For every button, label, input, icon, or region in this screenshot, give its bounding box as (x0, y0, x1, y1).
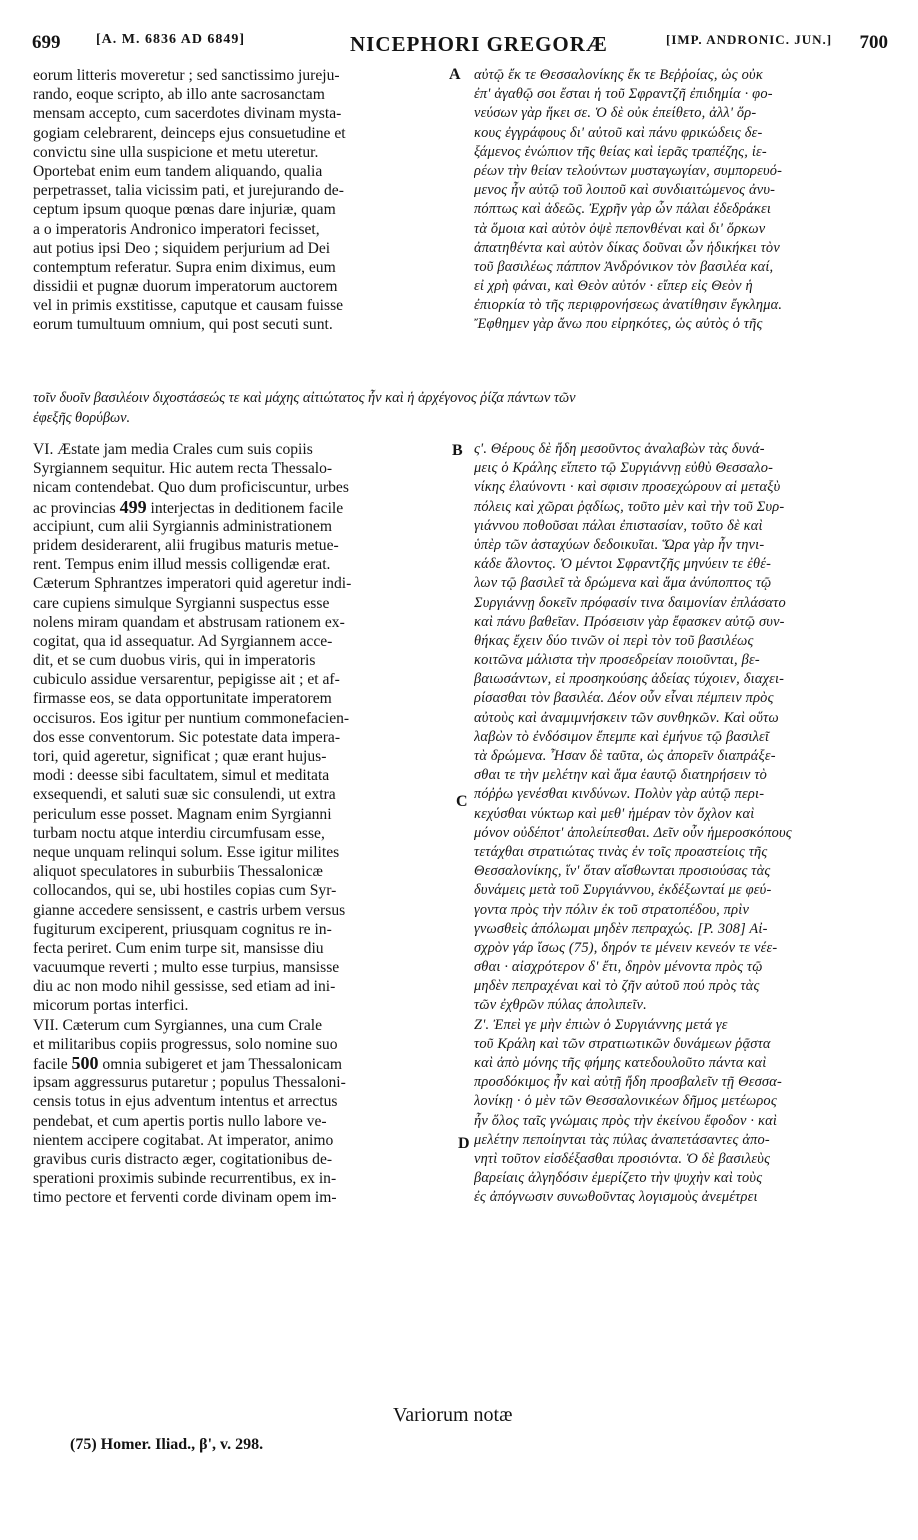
text-line: fecta periret. Cum enim turpe sit, mansisse diu (33, 939, 324, 957)
text-line: γοντα πρὸς τὴν πόλιν ἐκ τοῦ στρατοπέδου, πρὶν (474, 901, 750, 918)
text-line: τὰ δρώμενα. Ἦσαν δὲ ταῦτα, ὡς ἀπορεῖν διαπράξε- (474, 748, 776, 764)
text-line: Oportebat enim eum tandem aliquando, qualia (33, 162, 323, 180)
text-line: ρέων τὴν θείαν τελούντων μυσταγωγίαν, συμπορευό- (474, 162, 783, 179)
marginal-page-ref: 500 (71, 1054, 99, 1073)
text-line: rando, eoque scripto, ab illo ante sacrosanctam (33, 86, 325, 104)
text-line: eorum litteris moveretur ; sed sanctissimo jureju- (33, 67, 340, 84)
text-line: perpetrasset, talia vicissim pati, et jurejurando de- (33, 182, 344, 200)
text-line: τετάχθαι στρατιώτας τινὰς ἐν τοῖς προαστείοις τῆς (474, 843, 768, 860)
text-line: βαιωσάντων, εἰ προσηκούσης ἀδείας τύχοιεν, διαχει- (474, 671, 785, 688)
text-line: neque unquam relinqui solum. Esse igitur milites (33, 843, 340, 861)
text-line: ἦν ὅλος ταῖς γνώμαις πρὸς τὴν ἐκείνου ἔφοδον · καὶ (474, 1112, 778, 1129)
text-line: dissidii et pugnæ duorum imperatorum auctorem (33, 278, 338, 296)
text-line: firmasse eos, se data opportunitate imperatorem (33, 690, 332, 708)
text-line: tori, quid ageretur, significat ; quæ erant hujus- (33, 748, 327, 765)
text-line: τῶν ἐχθρῶν πύλας ἀπολιπεῖν. (474, 997, 647, 1014)
text-line: modi : deesse sibi facultatem, simul et meditata (33, 767, 330, 785)
running-title: NICEPHORI GREGORÆ (350, 32, 608, 56)
greek-column-top (474, 66, 884, 338)
text-line: μόνον οὐδέποτ' ἀπολείπεσθαι. Δεῖν οὖν ἡμεροσκόπους (474, 824, 792, 841)
text-line: νητὶ τοῦτον εἰσδέξασθαι προσιόντα. Ὁ δὲ βασιλεὺς (474, 1150, 771, 1167)
text-line: ac provincias 499 interjectas in deditionem facile (33, 497, 344, 517)
text-line: σχρὸν γάρ ἴσως (75), δηρόν τε μένειν κενεόν τε νέε- (474, 939, 778, 956)
text-line: periculum esse posset. Magnam enim Syrgianni (33, 805, 332, 823)
text-line: προσδόκιμος ἦν καὶ αὐτῇ ἤδη προσβαλεῖν τῇ Θεσσα- (474, 1074, 782, 1091)
text-line: convictu sine ulla suspicione et metu uteretur. (33, 143, 319, 161)
text-line: Ζ'. Ἐπεὶ γε μὴν ἐπιὼν ὁ Συργιάννης μετά γε (474, 1016, 728, 1033)
text-line: πόλεις καὶ χῶραι ῥᾳδίως, τοῦτο μὲν καὶ τὴν τοῦ Συρ- (474, 498, 785, 515)
text-line: σθαι τε τὴν μελέτην καὶ ἅμα ἑαυτῷ διατηρήσειν τὸ (474, 767, 768, 784)
text-line: ἐφεξῆς θορύβων. (33, 410, 131, 426)
text-line: αὐτοὺς καὶ ἀναμιμνήσκειν τῶν συνθηκῶν. Καὶ οὕτω (474, 709, 779, 726)
text-line: σθαι · αἰσχρότερον δ' ἔτι, δηρὸν μένοντα πρὸς τῷ (474, 959, 763, 976)
text-line: aut potius ipsi Deo ; siquidem perjurium ad Dei (33, 239, 331, 257)
text-line: θήκας ἔχειν δύο τινῶν οἱ περὶ τὸν τοῦ βασιλέως (474, 632, 754, 649)
text-line: aliquot speculatores in suburbiis Thessalonicæ (33, 863, 323, 881)
text-line: τοῖν δυοῖν βασιλέοιν διχοστάσεώς τε καὶ μάχης αἰτιώτατος ἦν καὶ ἡ ἀρχέγονος ῥίζα πάντων τῶν (33, 390, 576, 406)
text-line: μενος ἦν αὐτῷ τοῦ λοιποῦ καὶ συνδιαιτώμενος ἀνυ- (474, 182, 776, 199)
text-line: turbam noctu atque interdiu circumfusam esse, (33, 824, 325, 842)
text-line: gianne accedere sensissent, e castris urbem versus (33, 901, 346, 919)
text-line: fugiturum exciperent, priusquam cognitus re in- (33, 920, 332, 938)
text-line: occisuros. Eos igitur per nuntium commonefacien- (33, 709, 350, 727)
text-line: αὐτῷ ἔκ τε Θεσσαλονίκης ἔκ τε Βεῤῥοίας, ὡς οὐκ (474, 67, 763, 83)
text-line: λαβὼν τὸ ἐνδόσιμον ἔπεμπε καὶ ἐμήνυε τῷ βασιλεῖ (474, 728, 770, 745)
text-line: vel in primis exstitisse, caputque et causam fuisse (33, 297, 344, 315)
text-line: ἐπιορκία τὸ τῆς περιφρονήσεως ἀνατίθησιν ἔγκλημα. (474, 297, 783, 314)
text-line: τοῦ βασιλέως πάππον Ἀνδρόνικον τὸν βασιλέα καί, (474, 258, 774, 275)
text-line: ς'. Θέρους δὲ ἤδη μεσοῦντος ἀναλαβὼν τὰς δυνά- (474, 441, 765, 457)
footnote-75: (75) Homer. Iliad., β', v. 298. (70, 1436, 264, 1453)
text-line: exsequendi, et saluti suæ sic consulendi, ut extra (33, 786, 336, 804)
text-line: cubiculo assidue versarentur, pepigisse ait ; et af- (33, 671, 340, 689)
text-line: nientem accipere cogitabat. At imperator, animo (33, 1131, 334, 1149)
text-line: πόῤῥω γενέσθαι κινδύνων. Πολὺν γὰρ αὐτῷ περι- (474, 786, 765, 803)
text-line: γνωσθεὶς ἀπόλωμαι μηδὲν πεπραχώς. [P. 308] Αἰ- (474, 920, 768, 937)
text-line: εἰ χρὴ φάναι, καὶ Θεὸν αὐτόν · εἴπερ εἰς Θεὸν ἡ (474, 278, 753, 295)
text-line: cogitat, qua id assequatur. Ad Syrgiannem acce- (33, 632, 333, 650)
text-line: censis totus in ejus adventum intentus et arrectus (33, 1093, 338, 1111)
text-line: mensam accepto, cum sacerdotes divinam mysta- (33, 105, 342, 123)
running-header (32, 32, 888, 60)
text-line: pendebat, et cum apertis portis nullo labore ve- (33, 1112, 327, 1130)
text-line: Syrgiannem sequitur. Hic autem recta Thessalo- (33, 460, 333, 478)
text-line: vacuumque reverti ; multo esse turpius, mansisse (33, 959, 340, 977)
text-line: care cupiens simulque Syrgianni suspectus esse (33, 594, 330, 612)
text-line: dos esse conventorum. Sic potestate data impera- (33, 728, 341, 746)
text-line: λων τῷ βασιλεῖ τὰ δρώμενα καὶ ἅμα ἀνύποπτος τῷ (474, 575, 772, 592)
text-line: Θεσσαλονίκης, ἵν' ὅταν αἴσθωνται προσιούσας τὰς (474, 863, 771, 880)
text-line: μηδὲν πεπραχέναι καὶ τὸ ζῆν αὐτοῦ πού πρὸς τὰς (474, 978, 760, 995)
text-line: eorum tumultuum omnium, qui post secuti sunt. (33, 316, 333, 334)
text-line: micorum portas interfici. (33, 997, 189, 1015)
text-line: gravibus curis distracto æger, cogitationibus de- (33, 1150, 333, 1168)
text-line: a o imperatoris Andronico imperatori fecisset, (33, 220, 320, 238)
latin-column-main (33, 440, 458, 1215)
text-line: λονίκῃ · ὁ μὲν τῶν Θεσσαλονικέων δῆμος μετέωρος (474, 1093, 777, 1110)
page-number-left: 699 (32, 32, 61, 53)
text-line: κεχύσθαι νύκτωρ καὶ μεθ' ἡμέραν τὸν ὄχλον καὶ (474, 805, 755, 822)
text-line: τὰ ὅμοια καὶ αὐτὸν ὀψὲ πεπονθέναι καὶ δι' ὅρκων (474, 220, 766, 237)
text-line: sperationi proximis subinde recurrentibus, ex in- (33, 1170, 337, 1188)
text-line: ὑπὲρ τῶν ἀσταχύων δεδοικυῖαι. Ὥρα γὰρ ἦν τηνι- (474, 536, 765, 553)
text-line: κους ἐγγράφους δι' αὐτοῦ καὶ πάνυ φρικώδεις δε- (474, 124, 763, 141)
text-line: rent. Tempus enim illud messis colligendæ erat. (33, 556, 331, 574)
reign-note-right: [IMP. ANDRONIC. JUN.] (666, 32, 833, 47)
text-line: ἐπ' ἀγαθῷ σοι ἔσται ἡ τοῦ Σφραντζῆ ἐπιδημία · φο- (474, 86, 773, 103)
text-line: collocandos, qui se, ubi hostiles copias cum Syr- (33, 882, 337, 900)
margin-letter-d: D (458, 1135, 470, 1152)
year-range-left: [A. M. 6836 AD 6849] (96, 32, 246, 47)
text-line: καὶ ἀπὸ μόνης τῆς φήμης κατεδουλοῦτο πάντα καὶ (474, 1055, 767, 1071)
text-line: gogiam celebrarent, deinceps ejus consuetudine et (33, 124, 346, 142)
text-line: νίκης ἐλαύνοντι · καὶ σφισιν προσεχώρουν αἱ μεταξὺ (474, 479, 781, 496)
text-line: ἀπατηθέντα καὶ αὐτὸν δίκας δοῦναι ὧν ἠδικήκει τὸν (474, 239, 780, 256)
text-line: μεις ὁ Κράλης εἵπετο τῷ Συργιάννῃ εὐθὺ Θεσσαλο- (474, 460, 774, 477)
text-line: Συργιάννῃ δοκεῖν πρόφασίν τινα δαιμονίαν ἐπλάσατο (474, 594, 786, 611)
text-line: τοῦ Κράλη καὶ τῶν στρατιωτικῶν δυνάμεων ῥᾷστα (474, 1035, 771, 1052)
text-line: dit, et se cum duobus viris, qui in imperatoris (33, 652, 316, 670)
text-line: βαρείαις ἀλγηδόσιν ἐμερίζετο τὴν ψυχὴν καὶ τοὺς (474, 1170, 763, 1187)
text-line: diu ac non modo nihil gessisse, sed etiam ad ini- (33, 978, 336, 996)
text-line: timo pectore et ferventi corde divinam opem im- (33, 1189, 337, 1207)
text-line: nicam contendebat. Quo dum proficiscuntur, urbes (33, 479, 349, 497)
text-line: πόπτως καὶ ἀδεῶς. Ἐχρῆν γὰρ ὧν πάλαι ἐδεδράκει (474, 201, 772, 218)
margin-letter-b: B (452, 442, 463, 459)
text-line: γιάννου ποθοῦσαι πάλαι ἐπιστασίαν, τοῦτο δὲ καὶ (474, 517, 763, 534)
text-line: accipiunt, cum alii Syrgiannis administrationem (33, 517, 332, 535)
text-line: ξάμενος ἐνώπιον τῆς θείας καὶ ἱερᾶς τραπέζης, ἱε- (474, 143, 767, 160)
marginal-page-ref: 499 (119, 497, 147, 517)
text-line: ρίσασθαι τὸν βασιλέα. Δέον οὖν εἶναι πέμπειν πρὸς (474, 690, 774, 707)
text-line: pridem desiderarent, alii frugibus maturis metue- (33, 536, 339, 554)
text-line: ipsam aggressurus putaretur ; populus Thessaloni- (33, 1074, 346, 1092)
text-line: contemptum referatur. Supra enim diximus, eum (33, 258, 336, 276)
text-line: μελέτην πεποίηνται τὰς πύλας ἀναπετάσαντες ἀπο- (474, 1131, 770, 1148)
greek-column-main (474, 440, 884, 1215)
greek-full-width-passage (33, 388, 883, 430)
margin-letter-a: A (449, 66, 461, 83)
margin-letter-c: C (456, 793, 468, 810)
text-line: Cæterum Sphrantzes imperatori quid ageretur indi- (33, 575, 352, 593)
text-line: VII. Cæterum cum Syrgiannes, una cum Crale (33, 1016, 323, 1034)
text-line: καὶ πάνυ βαθεῖαν. Πρόσεισιν γὰρ ἔφασκεν αὐτῷ συν- (474, 613, 785, 630)
text-line: νεύσων γὰρ ἥκει σε. Ὁ δὲ οὐκ ἐπείθετο, ἀλλ' ὅρ- (474, 105, 757, 122)
text-line: Ἔφθημεν γὰρ ἄνω που εἰρηκότες, ὡς αὐτὸς ὁ τῆς (474, 316, 763, 333)
text-line: δυνάμεις μετὰ τοῦ Συργιάννου, ἐκδέξωνταί με φεύ- (474, 882, 772, 899)
text-line: et militaribus copiis progressus, solo nomine suo (33, 1035, 338, 1053)
text-line: ἐς ἀπόγνωσιν συνωθοῦντας λογισμοὺς ἀνεμέτρει (474, 1189, 758, 1206)
text-line: facile 500 omnia subigeret et jam Thessalonicam (33, 1054, 343, 1073)
text-line: VI. Æstate jam media Crales cum suis copiis (33, 441, 313, 458)
latin-column-top (33, 66, 458, 338)
text-line: κοιτῶνα μάλιστα τὴν προσεδρείαν ποιοῦνται, βε- (474, 652, 760, 669)
page-number-right: 700 (859, 32, 888, 53)
text-line: ceptum ipsum quoque pœnas dare injuriæ, quam (33, 201, 336, 219)
text-line: κάδε ἄλοντος. Ὁ μέντοι Σφραντζῆς μηνύειν τε ἐθέ- (474, 556, 772, 573)
text-line: nolens miram quandam et abstrusam rationem ex- (33, 613, 345, 631)
notes-heading: Variorum notæ (393, 1404, 513, 1426)
